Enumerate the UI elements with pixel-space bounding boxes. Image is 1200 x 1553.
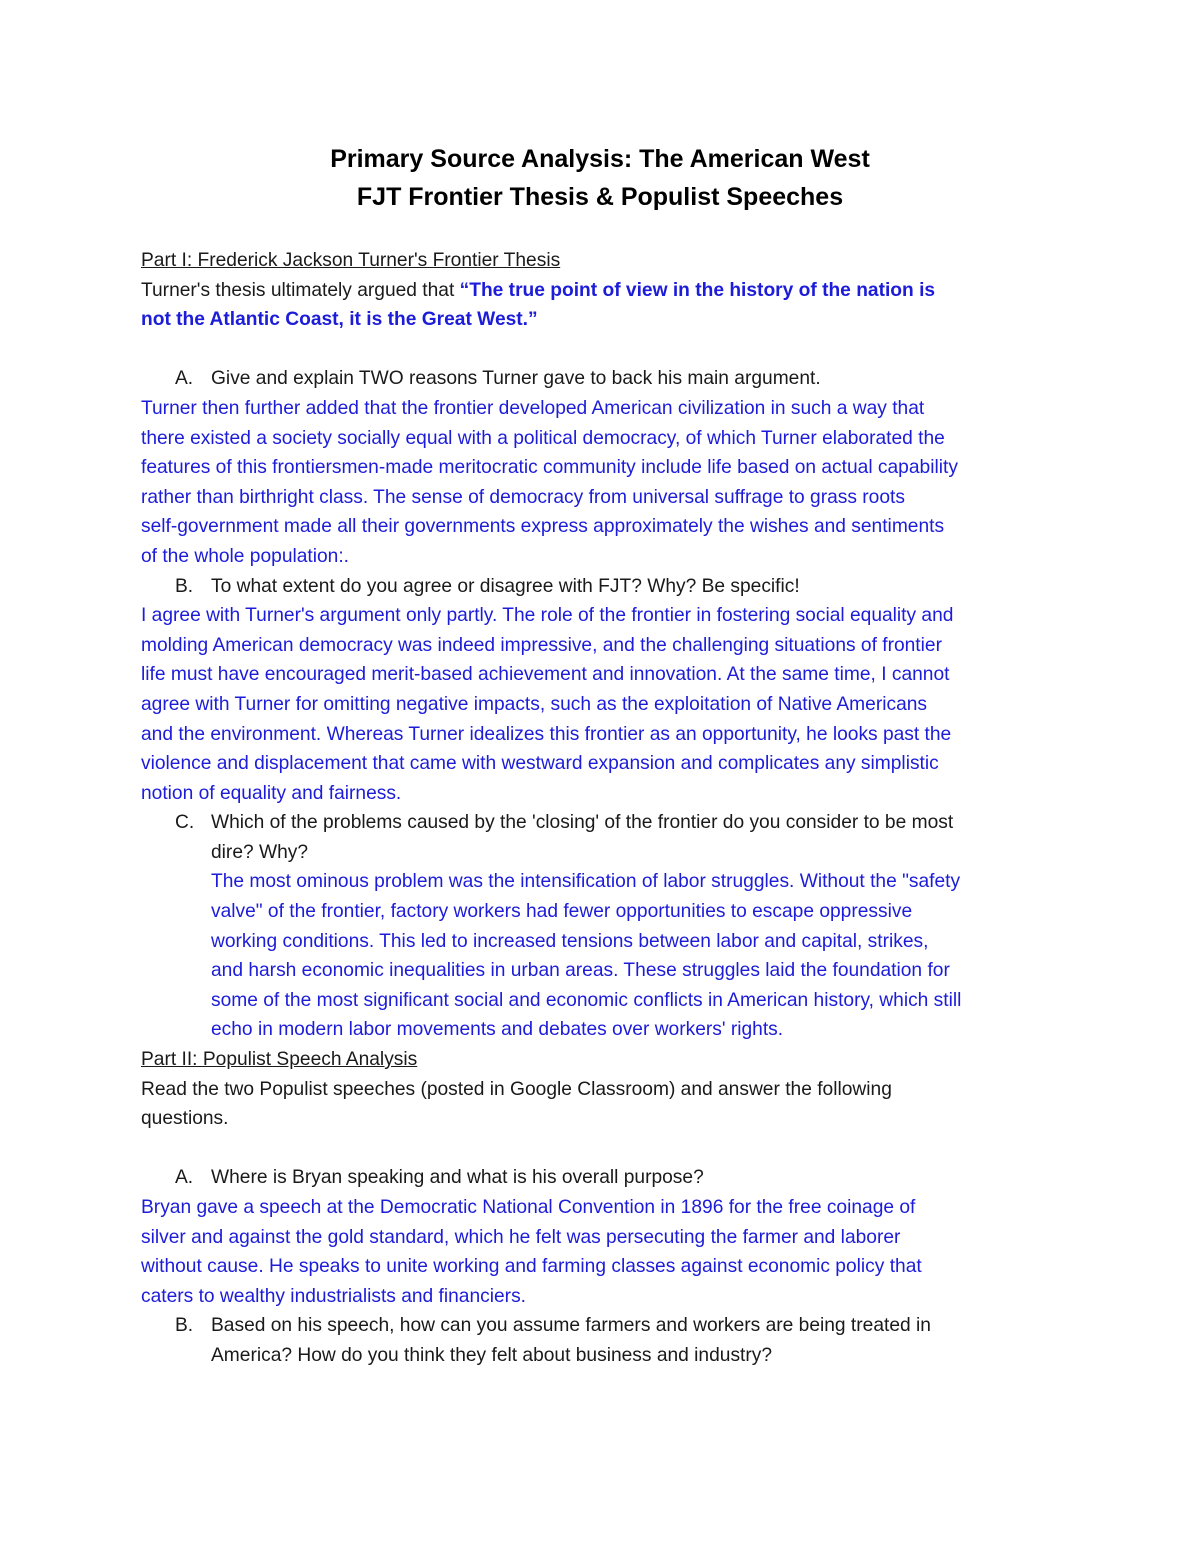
spacer xyxy=(141,335,1071,365)
part1-intro xyxy=(141,276,1071,306)
answer-line: life must have encouraged merit-based achievement and innovation. At the same time, I cannot xyxy=(141,664,950,686)
answer-line: I agree with Turner's argument only partly. The role of the frontier in fostering social equality and xyxy=(141,605,954,627)
answer-1c xyxy=(141,867,1071,1045)
answer-line: without cause. He speaks to unite working and farming classes against economic policy that xyxy=(141,1256,922,1278)
answer-line: self-government made all their governments express approximately the wishes and sentiments xyxy=(141,516,945,538)
question-letter: A. xyxy=(175,368,194,390)
question-1b xyxy=(141,572,1071,602)
question-text-cont: America? How do you think they felt about business and industry? xyxy=(211,1344,773,1366)
part2-heading: Part II: Populist Speech Analysis xyxy=(141,1049,418,1071)
answer-line: silver and against the gold standard, which he felt was persecuting the farmer and laborer xyxy=(141,1226,901,1248)
question-text: Based on his speech, how can you assume farmers and workers are being treated in xyxy=(211,1315,931,1337)
answer-line: and harsh economic inequalities in urban areas. These struggles laid the foundation for xyxy=(211,960,950,982)
part1-quote-line1: “The true point of view in the history of the nation is xyxy=(459,279,936,301)
part1-intro-text: Turner's thesis ultimately argued that xyxy=(141,279,460,301)
part2-intro-line: Read the two Populist speeches (posted in Google Classroom) and answer the following xyxy=(141,1078,892,1100)
document-subtitle: FJT Frontier Thesis & Populist Speeches xyxy=(356,183,844,211)
answer-line: notion of equality and fairness. xyxy=(141,782,402,804)
part2-intro-line: questions. xyxy=(141,1108,229,1130)
answer-line: working conditions. This led to increased tensions between labor and capital, strikes, xyxy=(211,930,929,952)
question-2a xyxy=(141,1163,1071,1193)
answer-line: features of this frontiersmen-made meritocratic community include life based on actual capability xyxy=(141,457,958,479)
question-text: Where is Bryan speaking and what is his overall purpose? xyxy=(211,1167,704,1189)
answer-line: echo in modern labor movements and debates over workers' rights. xyxy=(211,1019,784,1041)
question-2b xyxy=(141,1311,1071,1341)
question-text: To what extent do you agree or disagree with FJT? Why? Be specific! xyxy=(211,575,800,597)
answer-1b xyxy=(141,601,1071,808)
spacer xyxy=(141,1134,1071,1164)
question-text-cont: dire? Why? xyxy=(211,841,309,863)
answer-line: of the whole population:. xyxy=(141,545,350,567)
question-text: Give and explain TWO reasons Turner gave to back his main argument. xyxy=(211,368,821,390)
document-body xyxy=(141,246,1071,1371)
answer-line: rather than birthright class. The sense of democracy from universal suffrage to grass roots xyxy=(141,486,905,508)
question-letter: A. xyxy=(175,1167,194,1189)
answer-line: molding American democracy was indeed impressive, and the challenging situations of frontier xyxy=(141,634,942,656)
answer-2a xyxy=(141,1193,1071,1311)
answer-line: caters to wealthy industrialists and financiers. xyxy=(141,1285,526,1307)
question-1c xyxy=(141,808,1071,838)
answer-line: valve" of the frontier, factory workers had fewer opportunities to escape oppressive xyxy=(211,901,913,923)
question-letter: B. xyxy=(175,1315,194,1337)
part1-quote-line2: not the Atlantic Coast, it is the Great West.” xyxy=(141,309,538,331)
answer-line: violence and displacement that came with westward expansion and complicates any simplistic xyxy=(141,753,939,775)
answer-line: and the environment. Whereas Turner idealizes this frontier as an opportunity, he looks past the xyxy=(141,723,952,745)
question-letter: B. xyxy=(175,575,194,597)
document-title: Primary Source Analysis: The American West xyxy=(330,145,870,173)
answer-1a xyxy=(141,394,1071,572)
answer-line: Bryan gave a speech at the Democratic National Convention in 1896 for the free coinage of xyxy=(141,1197,916,1218)
answer-line: agree with Turner for omitting negative impacts, such as the exploitation of Native Americans xyxy=(141,693,928,715)
answer-line: some of the most significant social and economic conflicts in American history, which still xyxy=(211,989,962,1011)
question-1a xyxy=(141,364,1071,394)
question-text: Which of the problems caused by the 'closing' of the frontier do you consider to be most xyxy=(211,812,954,834)
answer-line: Turner then further added that the frontier developed American civilization in such a way that xyxy=(141,397,925,419)
answer-line: The most ominous problem was the intensification of labor struggles. Without the "safety xyxy=(211,871,961,893)
question-letter: C. xyxy=(175,812,195,834)
part1-heading: Part I: Frederick Jackson Turner's Frontier Thesis xyxy=(141,250,561,271)
answer-line: there existed a society socially equal with a political democracy, of which Turner elaborated the xyxy=(141,427,945,449)
